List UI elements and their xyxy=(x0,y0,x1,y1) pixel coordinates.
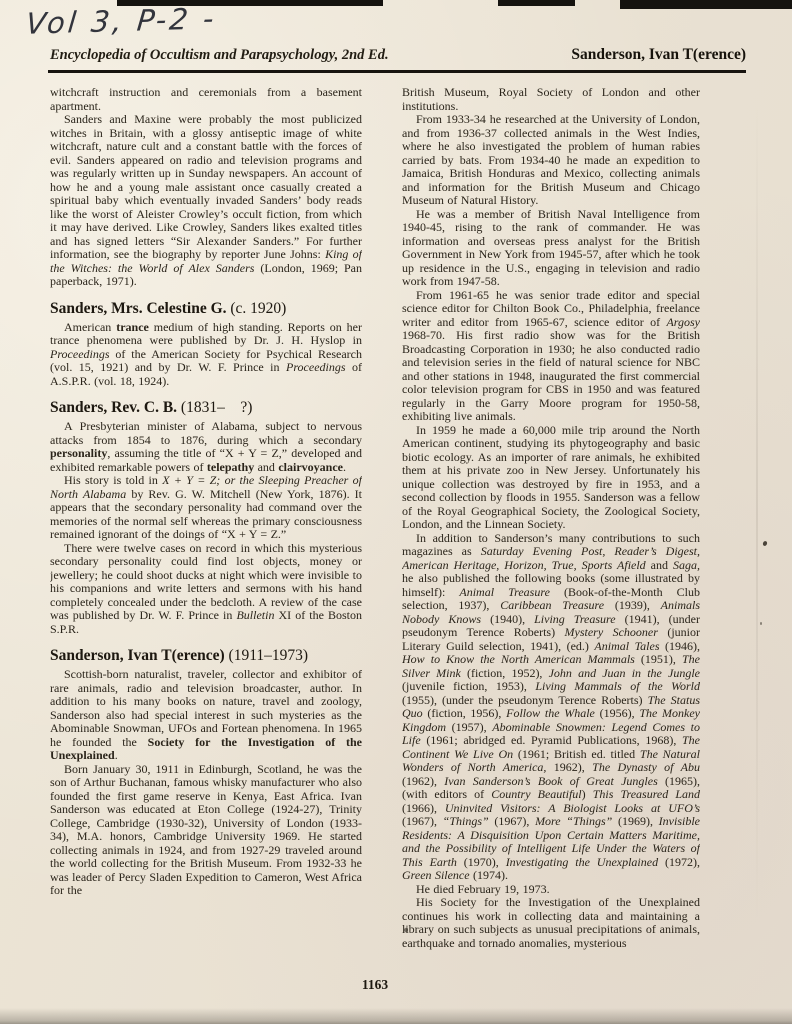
text-run: of A.S.P.R. (vol. 18, 1924). xyxy=(50,360,362,388)
text-run: From 1961-65 he was senior trade editor and special science editor for Chilton Book Co., Philadelphia, freelance writer and editor from 1965-67, science editor of xyxy=(402,287,700,329)
text-run: Investigating the Unexplained xyxy=(505,854,659,869)
paragraph xyxy=(50,420,362,474)
text-run: (1957), xyxy=(446,719,493,734)
text-run: (1911–1973) xyxy=(228,647,309,664)
text-run: Invisible Residents: A Disquisition Upon Certain Matters Maritime, and the Possibility of Intelligent Life Under the Waters of This Earth xyxy=(402,814,700,869)
text-run: XI of the Boston S.P.R. xyxy=(50,608,362,636)
text-run: In addition to Sanderson’s many contributions to such magazines as xyxy=(402,530,700,558)
text-run: Caribbean Treasure xyxy=(500,598,605,612)
text-run: More “Things” xyxy=(535,814,613,828)
text-run: Mystery Schooner xyxy=(564,625,658,639)
text-run: (1956), xyxy=(594,706,640,720)
text-run: The Silver Mink xyxy=(402,652,700,680)
text-run: Abominable Snowmen: Legend Comes to Life xyxy=(402,719,700,747)
text-run: British Museum, Royal Society of London and other institutions. xyxy=(402,86,700,113)
text-run: . xyxy=(343,459,346,474)
text-run: (1974). xyxy=(469,868,508,882)
text-run: (1946), xyxy=(659,638,700,653)
text-run: (fiction, 1956), xyxy=(422,706,507,720)
paragraph xyxy=(402,424,700,532)
text-run: , assuming the title of “X + Y = Z,” developed and exhibited remarkable powers of xyxy=(50,446,362,474)
text-run: (1955), (under the pseudonym Terence Roberts) xyxy=(402,692,648,707)
text-run: (1966), xyxy=(402,800,445,815)
text-run: King of the Witches: the World of Alex Sanders xyxy=(50,247,362,275)
paragraph xyxy=(402,896,700,950)
paragraph xyxy=(50,321,362,389)
text-run: How to Know the North American Mammals xyxy=(402,652,635,666)
running-head xyxy=(50,46,746,64)
text-run: Bulletin xyxy=(236,608,275,622)
text-run: 1962), xyxy=(546,760,593,774)
text-run: he also published the following books (some illustrated by himself): xyxy=(402,571,700,599)
text-run: (1961; abridged ed. Pyramid Publications, 1968), xyxy=(420,733,682,747)
text-run: Argosy xyxy=(666,314,700,329)
text-run: 1968-70. His first radio show was for the British Broadcasting Corporation in 1930; he also conducted radio and television series in the field of natural science for NBC and other stations in 1948, inaugurated the first commercial color television program for CBS in 1950 and was featured regularly in the Garry Moore program for 1950-58, exhibiting live animals. xyxy=(402,328,700,423)
text-run: (junior Literary Guild selection, 1941), (ed.) xyxy=(402,625,700,653)
text-run: Born January 30, 1911 in Edinburgh, Scotland, he was the son of Arthur Buchanan, famous whisky manufacturer who also founded the first game reserve in Kenya, East Africa. Ivan Sanderson was educated at Eton College (1924-27), Trinity College, Cambridge (1930-32), University of London (1933-34), M.A. honors, Cambridge University 1969. He started collecting animals in 1924, and from 1927-29 traveled around the world collecting for the British Museum. From 1932-33 he was leader of Percy Sladen Expedition to Cameron, West Africa for the xyxy=(50,761,362,897)
text-run: The Natural Wonders of North America, xyxy=(402,746,700,774)
text-run: (1972), xyxy=(658,854,700,869)
text-run: John and Juan in the Jungle xyxy=(548,665,700,680)
scan-edge-bar xyxy=(498,0,575,6)
handwritten-note: Vol 3, P-2 - xyxy=(24,1,219,41)
text-run: (1962), xyxy=(402,773,445,788)
text-run: (1951), xyxy=(634,652,682,666)
text-run: medium of high standing. Reports on her trance phenomena were published by Dr. J. H. Hyslop in xyxy=(50,319,362,347)
entry-heading xyxy=(50,647,362,664)
text-run: and xyxy=(254,459,279,474)
text-run: (1969), xyxy=(612,814,659,828)
text-run: Proceedings xyxy=(50,346,110,361)
text-run: In 1959 he made a 60,000 mile trip around the North American continent, studying its phytogeography and basic biotic ecology. As an importer of rare animals, he exhibited them at his private zoo in New Jersey. Unfortunately his unique collection was destroyed by fire in 1953, and a second collection by floods in 1955. Sanderson was a fellow of the Royal Geographical Society, the Zoological Society, London, and the Linnean Society. xyxy=(402,422,700,531)
text-run: Sanderson, Ivan T(erence) xyxy=(50,647,229,664)
paragraph xyxy=(402,113,700,208)
left-column xyxy=(50,86,362,978)
text-run: of the American Society for Psychical Research (vol. 15, 1921) and by Dr. W. F. Prince in xyxy=(50,346,362,374)
text-run: There were twelve cases on record in which this mysterious secondary personality could find lost objects, money or jewellery; he could shoot ducks at night which were invisible to his companions and write letters and sermons with his hand completely concealed under the bedcloth. A review of the case was published by Dr. W. F. Prince in xyxy=(50,540,362,622)
text-run: (1965), (with editors of xyxy=(402,773,700,801)
text-run: (1939), xyxy=(604,598,661,612)
text-run: The Status Quo xyxy=(402,692,700,720)
paragraph xyxy=(402,532,700,883)
paragraph xyxy=(402,208,700,289)
text-run: The Continent We Live On xyxy=(402,733,700,761)
text-run: (1831– ?) xyxy=(180,399,253,416)
text-run: (juvenile fiction, 1953), xyxy=(402,679,536,693)
paragraph xyxy=(50,113,362,289)
scan-speck xyxy=(762,540,768,546)
text-run: trance xyxy=(116,319,149,334)
paragraph xyxy=(50,668,362,763)
text-run: (1961; British ed. titled xyxy=(513,746,640,761)
paragraph xyxy=(402,289,700,424)
text-run: (1940), xyxy=(481,611,535,626)
text-run: His Society for the Investigation of the Unexplained continues his work in collecting data and maintaining a library on such subjects as unusual precipitations of animals, earthquake and tornado anomalies, mysterious xyxy=(402,895,700,950)
text-run: and xyxy=(645,557,673,572)
text-run: Saga, xyxy=(672,557,700,572)
text-run: His story is told in xyxy=(64,473,163,487)
text-run: by Rev. G. W. Mitchell (New York, 1876). It appears that the secondary personality had command over the memories of the normal self whereas the primary consciousness remained ignorant of the doings of “X + Y = Z.” xyxy=(50,486,362,541)
text-run: Animal Tales xyxy=(594,638,660,653)
right-column xyxy=(402,86,700,978)
text-run: Animal Treasure xyxy=(459,584,550,599)
text-run: Sanders, Mrs. Celestine G. xyxy=(50,299,231,317)
text-run: Saturday Evening Post, Reader’s Digest, American Heritage, Horizon, True, Sports Afield xyxy=(402,544,700,572)
text-run: Living Mammals of the World xyxy=(535,679,700,693)
paragraph xyxy=(402,883,700,897)
page-number: 1163 xyxy=(361,977,389,992)
running-head-book-title: Encyclopedia of Occultism and Parapsychology, 2nd Ed. xyxy=(50,47,389,63)
text-run: Sanders, Rev. C. B. xyxy=(50,399,181,416)
text-run: A Presbyterian minister of Alabama, subject to nervous attacks from 1854 to 1876, during which a secondary xyxy=(50,419,362,447)
text-run: (1967), xyxy=(488,814,536,828)
text-run: Sanders and Maxine were probably the most publicized witches in Britain, with a glossy antiseptic image of white witchcraft, nature cult and a constant battle with the forces of evil. Sanders appeared on radio and television programs and was regularly written up in Sunday newspapers. An account of how he and a young male assistant once casually created a spiritual baby which eventually invaded Sanders’ body reads like the worst of Aleister Crowley’s occult fiction, from which it may have derived. Like Crowley, Sanders likes exalted titles and has signed letters “Sir Alexander Sanders.” For further information, see the biography by reporter June Johns: xyxy=(50,112,362,261)
scan-edge-bar xyxy=(620,0,792,9)
text-run: (London, 1969; Pan paperback, 1971). xyxy=(50,260,362,288)
paragraph xyxy=(50,474,362,542)
text-run: Scottish-born naturalist, traveler, collector and exhibitor of rare animals, radio and television broadcaster, author. In addition to his many books on nature, travel and zoology, Sanderson also had special interest in such mysteries as the Abominable Snowman, UFOs and Fortean phenomena. In 1965 he founded the xyxy=(50,667,362,749)
text-run: . xyxy=(114,748,118,762)
text-run: (1967), xyxy=(402,814,443,828)
text-run: Ivan Sanderson’s Book of Great Jungles xyxy=(444,773,658,788)
paragraph xyxy=(50,763,362,898)
entry-heading xyxy=(50,399,362,416)
paragraph xyxy=(402,86,700,113)
text-run: ) xyxy=(581,787,593,801)
running-head-entry-name: Sanderson, Ivan T(erence) xyxy=(571,46,746,63)
text-columns xyxy=(50,86,700,978)
text-run: Society for the Investigation of the Unexplained xyxy=(50,734,362,762)
text-run: The Monkey Kingdom xyxy=(402,706,700,734)
text-run: X + Y = Z; or the Sleeping Preacher of North Alabama xyxy=(50,473,362,501)
scan-speck xyxy=(760,622,762,625)
text-run: This Treasured Land xyxy=(592,787,700,801)
text-run: Green Silence xyxy=(402,868,470,882)
paragraph xyxy=(50,542,362,637)
text-run: telepathy xyxy=(206,459,255,474)
header-rule xyxy=(48,70,746,73)
text-run: Animals Nobody Knows xyxy=(402,598,700,626)
text-run: The Dynasty of Abu xyxy=(592,760,700,774)
text-run: (Book-of-the-Month Club selection, 1937), xyxy=(402,584,700,612)
text-run: Country Beautiful xyxy=(491,787,582,801)
text-run: He died February 19, 1973. xyxy=(416,881,550,896)
text-run: personality xyxy=(50,446,108,460)
text-run: (1970), xyxy=(456,854,506,869)
paragraph xyxy=(50,86,362,113)
text-run: (c. 1920) xyxy=(230,299,287,317)
text-run: He was a member of British Naval Intelligence from 1940-45, rising to the rank of commander. He was information and overseas press analyst for the British Government in New York from 1945-57, after which he took up residence in the U.S., engaging in television and radio work from 1947-58. xyxy=(402,206,700,288)
entry-heading xyxy=(50,300,362,317)
text-run: clairvoyance xyxy=(278,459,343,474)
text-run: Living Treasure xyxy=(534,611,616,626)
text-run: American xyxy=(64,319,117,334)
text-run: Uninvited Visitors: A Biologist Looks at UFO’s xyxy=(444,800,700,815)
text-run: Proceedings xyxy=(285,360,346,374)
text-run: “Things” xyxy=(442,814,489,828)
text-run: (fiction, 1952), xyxy=(460,665,549,680)
text-run: From 1933-34 he researched at the University of London, and from 1936-37 collected animals in the West Indies, where he also investigated the problem of human rabies carried by bats. From 1934-40 he made an expedition to Jamaica, British Honduras and Mexico, collecting animals and information for the British Museum and Chicago Museum of Natural History. xyxy=(402,112,700,207)
scan-bottom-shadow xyxy=(0,1008,792,1024)
text-run: (1941), (under pseudonym Terence Roberts) xyxy=(402,611,700,639)
text-run: witchcraft instruction and ceremonials from a basement apartment. xyxy=(50,86,362,113)
text-run: Follow the Whale xyxy=(506,706,595,720)
page-crease xyxy=(756,0,758,1024)
